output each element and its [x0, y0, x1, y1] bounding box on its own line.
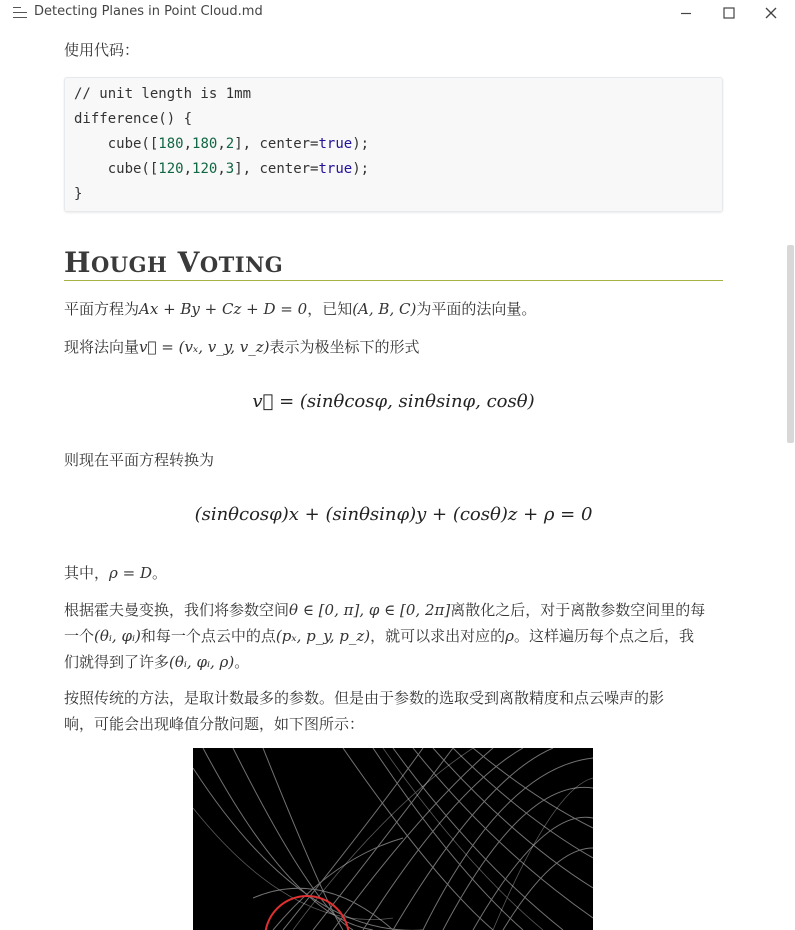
vertical-scrollbar[interactable]: [787, 245, 794, 443]
paragraph-line: 一个(θᵢ, φᵢ)和每一个点云中的点(pₓ, p_y, p_z)，就可以求出对应的ρ。这样遍历每个点之后，我: [64, 627, 694, 645]
minimize-icon: [680, 7, 692, 19]
paragraph: 则现在平面方程转换为: [64, 451, 215, 469]
paragraph-line: 们就得到了许多(θᵢ, φᵢ, ρ)。: [64, 653, 250, 671]
outline-menu-icon[interactable]: [13, 7, 27, 19]
hough-curves-graphic: [193, 748, 593, 930]
minimize-button[interactable]: [666, 0, 706, 26]
window-title: Detecting Planes in Point Cloud.md: [34, 4, 263, 19]
title-bar: [0, 0, 795, 26]
maximize-button[interactable]: [709, 0, 749, 26]
section-heading: HOUGH VOTING: [64, 246, 723, 281]
paragraph: 其中，ρ = D。: [64, 564, 167, 582]
paragraph-line: 根据霍夫曼变换，我们将参数空间θ ∈ [0, π], φ ∈ [0, 2π]离散化之后，对于离散参数空间里的每: [64, 601, 706, 619]
hough-space-image: [193, 748, 593, 930]
code-line: cube([180,180,2], center=true);: [74, 136, 370, 152]
code-comment: // unit length is 1mm: [74, 86, 252, 102]
close-button[interactable]: [751, 0, 791, 26]
paragraph-line: 响，可能会出现峰值分散问题，如下图所示：: [64, 715, 365, 733]
equation-plane: (sinθcosφ)x + (sinθsinφ)y + (cosθ)z + ρ = 0: [194, 504, 593, 525]
paragraph-line: 按照传统的方法，是取计数最多的参数。但是由于参数的选取受到离散精度和点云噪声的影: [64, 689, 665, 707]
code-block[interactable]: [64, 77, 723, 212]
close-icon: [765, 7, 777, 19]
paragraph: 平面方程为Ax + By + Cz + D = 0，已知(A, B, C)为平面的法向量。: [64, 300, 537, 318]
code-line: difference() {: [74, 111, 193, 127]
code-line: cube([120,120,3], center=true);: [74, 161, 370, 177]
paragraph: [64, 597, 723, 675]
equation-normal-vector: v⃗ = (sinθcosφ, sinθsinφ, cosθ): [252, 391, 535, 412]
paragraph: 现将法向量v⃗ = (vₓ, v_y, v_z)表示为极坐标下的形式: [64, 338, 420, 356]
maximize-icon: [723, 7, 735, 19]
intro-label: 使用代码：: [64, 41, 140, 59]
paragraph: [64, 685, 723, 737]
code-line: }: [74, 186, 83, 202]
